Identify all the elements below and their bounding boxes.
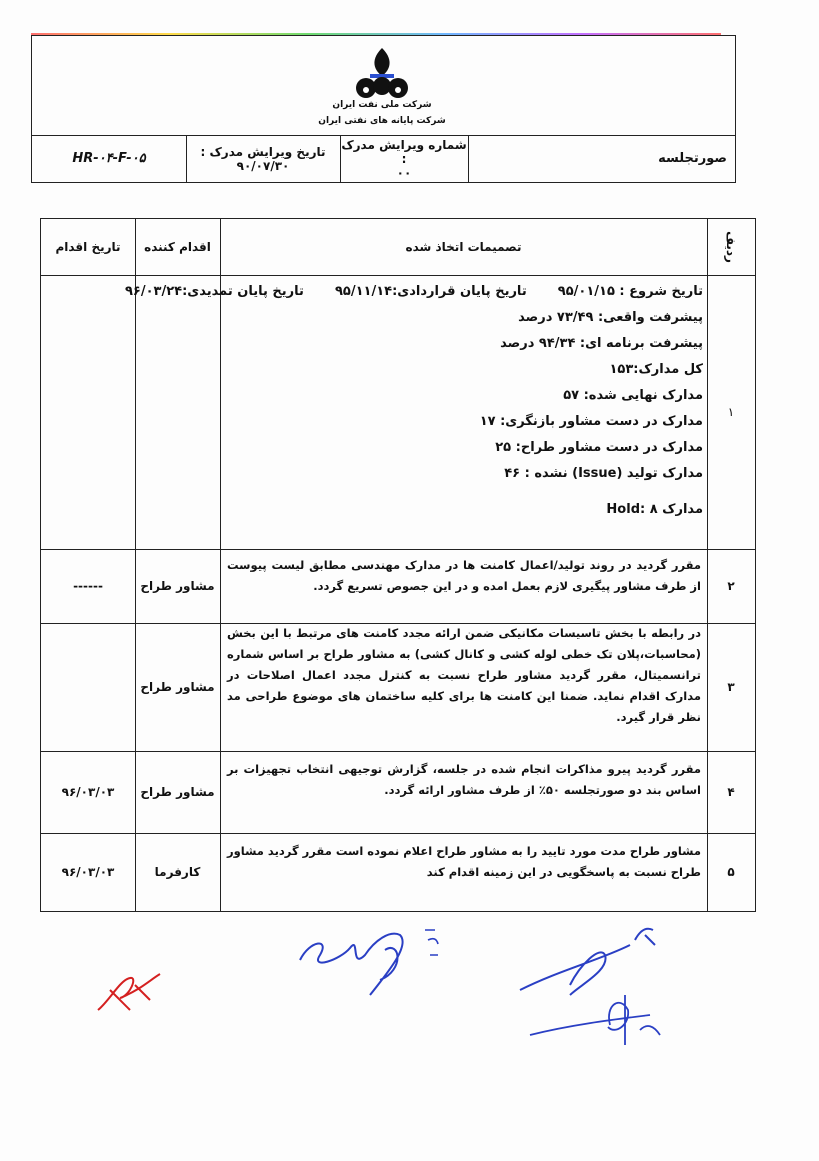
progress-line: کل مدارک:۱۵۳ (609, 362, 703, 377)
start-date: تاریخ شروع : ۹۵/۰۱/۱۵ (557, 284, 703, 299)
row-3-actor: مشاور طراح (140, 680, 215, 694)
row-2-number: ۲ (727, 579, 735, 593)
row-4-number: ۴ (727, 785, 735, 799)
row-1-decision (125, 279, 703, 523)
revision-date: ۹۰/۰۷/۳۰ (236, 158, 290, 173)
decisions-table (40, 218, 756, 912)
header-decisions: تصمیمات اتخاذ شده (405, 240, 522, 254)
revision-number: ۰۰ (396, 165, 412, 180)
signature-red (90, 960, 170, 1020)
progress-line: مدارک تولید (Issue) نشده : ۴۶ (504, 466, 703, 481)
row-2-decision: مقرر گردید در روند تولید/اعمال کامنت ها در مدارک مهندسی مطابق لیست پیوست از طرف مشاور پیگیری لازم بعمل امده و در این جصوص تسریع گردد. (227, 558, 701, 593)
row-2-actor: مشاور طراح (140, 579, 215, 593)
company-name: شرکت ملی نفت ایران (332, 100, 432, 110)
progress-line: مدارک نهایی شده: ۵۷ (563, 388, 703, 403)
subsidiary-name: شرکت پایانه های نفتی ایران (318, 116, 446, 126)
hold-documents: مدارک Hold: ۸ (606, 502, 703, 517)
revision-date-label: تاریخ ویرایش مدرک : (200, 144, 326, 159)
progress-line: پیشرفت واقعی: ۷۳/۴۹ درصد (518, 310, 703, 325)
revision-date-field (186, 135, 340, 182)
header-row-number: ردیف (724, 231, 738, 263)
progress-line: مدارک در دست مشاور طراح: ۲۵ (495, 440, 703, 455)
row-4-date: ۹۶/۰۳/۰۳ (61, 785, 115, 799)
document-header (31, 35, 736, 183)
header-date: تاریخ اقدام (55, 240, 121, 254)
form-code: HR-۰۴-F-۰۵ (72, 151, 146, 166)
row-2-date: ------ (73, 579, 103, 593)
row-1-number: ۱ (727, 405, 735, 419)
row-3-decision: در رابطه با بخش تاسیسات مکانیکی ضمن ارائه مجدد کامنت های مرتبط با این بخش (محاسبات،پلان تک خطی لوله کشی و کانال کشی) به مشاور طراح بر اساس شماره ترانسمیتال، مقرر گردید مشاور طراح نسبت به کنترل مجدد اعمال اصلاحات در مدارک اقدام نماید. ضمنا این کامنت ها برای کلیه ساختمان های موضوع طراحی مد نظر قرار گیرد. (227, 626, 701, 724)
row-5-actor: کارفرما (154, 865, 201, 879)
signature-blue-1 (290, 910, 460, 1010)
row-4-actor: مشاور طراح (140, 785, 215, 799)
signature-blue-2 (510, 915, 690, 1055)
row-5-date: ۹۶/۰۳/۰۳ (61, 865, 115, 879)
contract-end-date: تاریخ پایان قراردادی:۹۵/۱۱/۱۴ (334, 284, 527, 299)
row-5-number: ۵ (727, 865, 735, 879)
revision-number-label: شماره ویرایش مدرک : (341, 137, 467, 166)
row-5-decision: مشاور طراح مدت مورد تایید را به مشاور طراح اعلام نموده است مقرر گردید مشاور طراح نسبت به پاسخگویی در این زمینه اقدام کند (227, 844, 701, 879)
revision-number-field (340, 135, 468, 182)
extended-end-date: تاریخ پایان تمدیدی:۹۶/۰۳/۲۴ (125, 284, 304, 299)
row-4-decision: مقرر گردید پیرو مذاکرات انجام شده در جلسه، گزارش توجیهی انتخاب تجهیزات بر اساس بند دو صورتجلسه ۵۰٪ از طرف مشاور ارائه گردد. (227, 762, 701, 797)
row-3-date (41, 623, 135, 751)
row-3-number: ۳ (727, 680, 735, 694)
header-actor: اقدام کننده (144, 240, 211, 254)
progress-line: پیشرفت برنامه ای: ۹۴/۳۴ درصد (500, 336, 703, 351)
progress-line: مدارک در دست مشاور بازنگری: ۱۷ (479, 414, 703, 429)
document-type: صورتجلسه (658, 151, 727, 166)
nioc-logo (352, 46, 412, 101)
